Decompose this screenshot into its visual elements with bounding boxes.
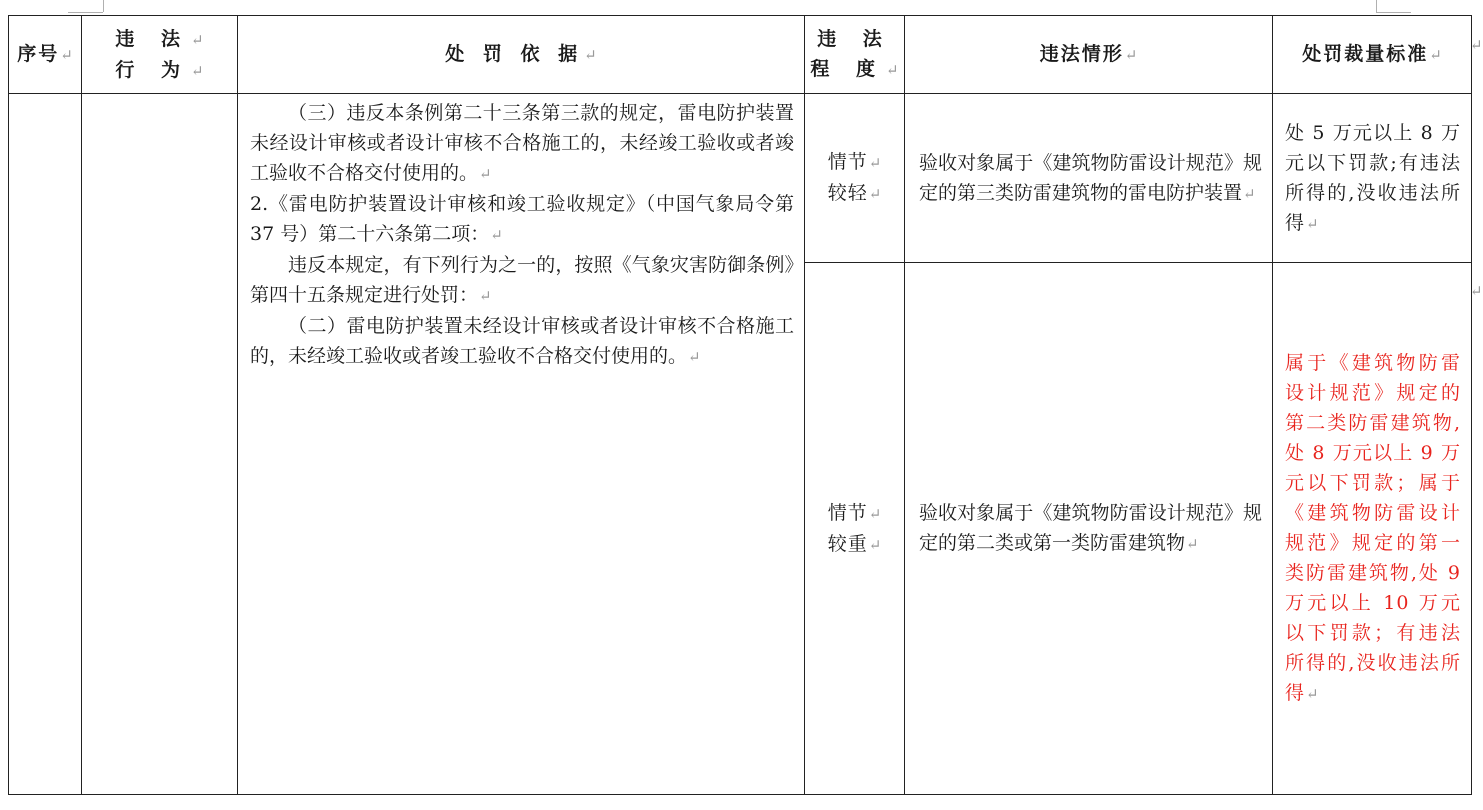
- row-end-mark: ↵: [1470, 36, 1483, 54]
- crop-mark-left: [103, 0, 104, 12]
- basis-paragraph: （三）违反本条例第二十三条第三款的规定，雷电防护装置未经设计审核或者设计审核不合格施工的，未经竣工验收或者竣工验收不合格交付使用的。↵: [250, 102, 794, 184]
- penalty-table: [8, 15, 1472, 795]
- degree-cell-light: 情节↵ 较轻↵: [805, 94, 905, 263]
- header-situation: 违法情形↵: [905, 16, 1273, 94]
- seq-cell: [9, 94, 82, 795]
- basis-paragraph: （二）雷电防护装置未经设计审核或者设计审核不合格施工的，未经竣工验收或者竣工验收不合格交付使用的。↵: [250, 315, 794, 367]
- crop-mark-right: [1376, 0, 1377, 12]
- basis-paragraph: 违反本规定，有下列行为之一的，按照《气象灾害防御条例》第四十五条规定进行处罚：↵: [250, 254, 794, 306]
- row-end-mark: ↵: [1470, 282, 1483, 300]
- header-basis: 处 罚 依 据↵: [238, 16, 805, 94]
- degree-cell-heavy: 情节↵ 较重↵: [805, 263, 905, 795]
- crop-mark-left-h: [68, 12, 103, 13]
- situation-cell-light: 验收对象属于《建筑物防雷设计规范》规定的第三类防雷建筑物的雷电防护装置↵: [905, 94, 1273, 263]
- situation-cell-heavy: 验收对象属于《建筑物防雷设计规范》规定的第二类或第一类防雷建筑物↵: [905, 263, 1273, 795]
- table-row: [9, 94, 1472, 263]
- header-row: [9, 16, 1472, 94]
- basis-paragraph: 2.《雷电防护装置设计审核和竣工验收规定》（中国气象局令第 37 号）第二十六条第二项：↵: [250, 193, 794, 245]
- header-degree: 违 法 程 度↵: [805, 16, 905, 94]
- header-seq: 序号↵: [9, 16, 82, 94]
- basis-cell: [238, 94, 805, 795]
- standard-cell-heavy: 属于《建筑物防雷设计规范》规定的第二类防雷建筑物,处 8 万元以上 9 万元以下罚款；属于《建筑物防雷设计规范》规定的第一类防雷建筑物,处 9 万元以上 10 万元以下罚款；有违法所得的,没收违法所得↵: [1273, 263, 1472, 795]
- standard-cell-light: 处 5 万元以上 8 万元以下罚款;有违法所得的,没收违法所得↵: [1273, 94, 1472, 263]
- header-act: 违 法↵ 行 为↵: [82, 16, 238, 94]
- act-cell: [82, 94, 238, 795]
- header-standard: 处罚裁量标准↵: [1273, 16, 1472, 94]
- crop-mark-right-h: [1376, 12, 1411, 13]
